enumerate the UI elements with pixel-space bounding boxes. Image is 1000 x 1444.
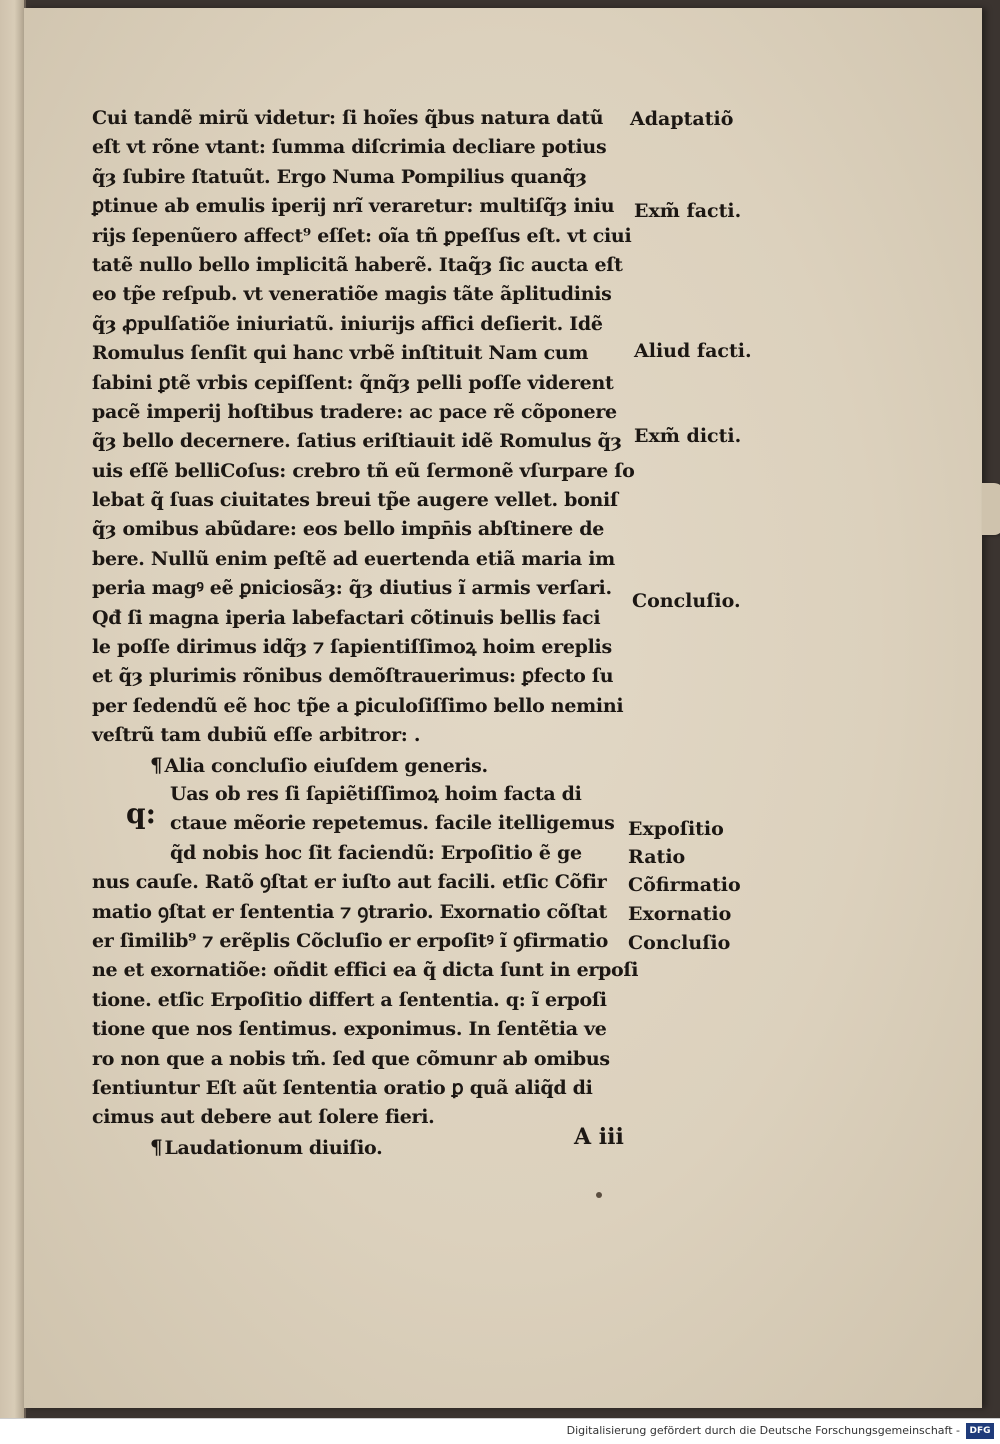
- text-line: le poſſe dirimus idq̃ȝ ⁊ ſapientiſſimoꝝ hoim ereplis: [92, 636, 612, 659]
- text-line: veſtrũ tam dubiũ eſſe arbitror: .: [92, 724, 421, 747]
- text-line: cimus aut debere aut ſolere fieri.: [92, 1106, 435, 1129]
- page-tab: [982, 483, 1000, 535]
- text-line: et q̃ȝ plurimis rõnibus demõſtrauerimus: ꝑfecto ſu: [92, 665, 614, 688]
- margin-note-ratio: Ratio: [628, 846, 686, 868]
- funding-credit: Digitalisierung gefördert durch die Deutsche Forschungsgemeinschaft -: [566, 1424, 960, 1437]
- text-line: per ſedendũ eẽ hoc tp̃e a ꝑiculoſiſſimo bello nemini: [92, 694, 624, 717]
- guide-letter: q:: [126, 797, 156, 830]
- pilcrow-icon: ¶: [150, 752, 163, 777]
- previous-page-edge: [0, 0, 26, 1418]
- text-line: q̃d nobis hoc ſit faciendũ: Erpoſitio ẽ ge: [170, 841, 582, 864]
- text-line: Cui tandẽ mirũ videtur: ſi hoĩes q̃bus natura datũ: [92, 107, 604, 129]
- text-line: eſt vt rõne vtant: ſumma diſcrimia decliare potius: [92, 136, 607, 159]
- footer-bar: [0, 1418, 1000, 1444]
- text-line: bere. Nullũ enim peſtẽ ad euertenda etiã maria im: [92, 547, 615, 570]
- text-line: tatẽ nullo bello implicitã haberẽ. Itaq̃ȝ ſic aucta eſt: [92, 253, 623, 276]
- text-line: er ſimilib⁹ ⁊ erẽplis Cõcluſio er erpoſitꝰ ĩ ꝯfirmatio: [92, 929, 608, 952]
- text-line: eo tp̃e reſpub. vt veneratiõe magis tãte ãplitudinis: [92, 283, 612, 306]
- margin-note-aliud-facti: Aliud facti.: [634, 340, 752, 362]
- ink-speck: [596, 1192, 602, 1198]
- text-line: peria magꝰ eẽ ꝑniciosãȝ: q̃ȝ diutius ĩ armis verſari.: [92, 577, 612, 600]
- text-line: q̃ȝ bello decernere. ſatius eriſtiauit idẽ Romulus q̃ȝ: [92, 430, 622, 453]
- heading-text: Alia concluſio eiuſdem generis.: [164, 754, 488, 777]
- text-line: matio ꝯſtat er ſententia ⁊ ꝯtrario. Exornatio cõſtat: [92, 900, 607, 923]
- text-line: Uas ob res ſi ſapiẽtiſſimoꝝ hoim facta di: [170, 782, 582, 805]
- text-line: ꝑtinue ab emulis iperij nrĩ veraretur: multiſq̃ȝ iniu: [92, 195, 615, 218]
- text-line: rijs ſepenũero affect⁹ eſſet: oĩa tñ ꝑpeſſus eſt. vt ciui: [92, 224, 632, 247]
- text-line: lebat q̃ ſuas ciuitates breui tp̃e augere vellet. boniſ: [92, 489, 618, 512]
- text-line: ctaue mẽorie repetemus. facile itelligemus: [170, 812, 615, 835]
- heading-text: Laudationum diuiſio.: [164, 1136, 383, 1159]
- text-line: ro non que a nobis tm̃. ſed que cõmunr ab omibus: [92, 1047, 610, 1070]
- text-line: pacẽ imperij hoſtibus tradere: ac pace rẽ cõponere: [92, 400, 617, 423]
- main-text-block: [92, 104, 639, 1162]
- margin-note-conclusio: Concluſio.: [632, 590, 741, 612]
- signature-mark: A iii: [574, 1124, 624, 1150]
- text-line: Romulus ſenſit qui hanc vrbẽ inſtituit Nam cum: [92, 342, 589, 365]
- text-line: nus cauſe. Ratõ ꝯſtat er iuſto aut facili. etſic Cõfir: [92, 871, 607, 894]
- margin-note-conclusio-2: Concluſio: [628, 932, 731, 954]
- text-line: uis eſſẽ belliCoſus: crebro tñ eũ ſermonẽ vſurpare ſo: [92, 459, 635, 482]
- margin-note-exm-dicti: Exm̃ dicti.: [634, 425, 742, 447]
- margin-note-confirmatio: Cõfirmatio: [628, 874, 741, 896]
- text-line: ne et exornatiõe: oñdit effici ea q̃ dicta ſunt in erpoſi: [92, 959, 639, 982]
- text-line: q̃ȝ ꝓpulſatiõe iniuriatũ. iniurijs affici deſierit. Idẽ: [92, 312, 603, 335]
- section-heading: [92, 751, 632, 780]
- section-heading: [92, 1133, 632, 1162]
- margin-note-expositio: Expoſitio: [628, 818, 724, 840]
- text-line: q̃ȝ omibus abũdare: eos bello impn̄is abſtinere de: [92, 518, 605, 541]
- text-line: tione. etſic Erpoſitio differt a ſententia. q: ĩ erpoſi: [92, 988, 607, 1011]
- pilcrow-icon: ¶: [150, 1134, 163, 1159]
- text-line: Qđ ſi magna iperia labefactari cõtinuis bellis faci: [92, 606, 601, 629]
- dfg-logo-icon: DFG: [966, 1423, 994, 1439]
- text-line: ſentiuntur Eſt aũt ſententia oratio ꝑ quã aliq̃d di: [92, 1076, 593, 1099]
- margin-note-exm-facti: Exm̃ facti.: [634, 200, 742, 222]
- margin-note-adaptatio: Adaptatiõ: [630, 108, 734, 130]
- text-line: ſabini ꝑtẽ vrbis cepiſſent: q̃nq̃ȝ pelli poſſe viderent: [92, 371, 614, 394]
- margin-note-exornatio: Exornatio: [628, 903, 732, 925]
- text-line: q̃ȝ ſubire ſtatuũt. Ergo Numa Pompilius quanq̃ȝ: [92, 165, 587, 188]
- text-line: tione que nos ſentimus. exponimus. In ſentẽtia ve: [92, 1018, 607, 1041]
